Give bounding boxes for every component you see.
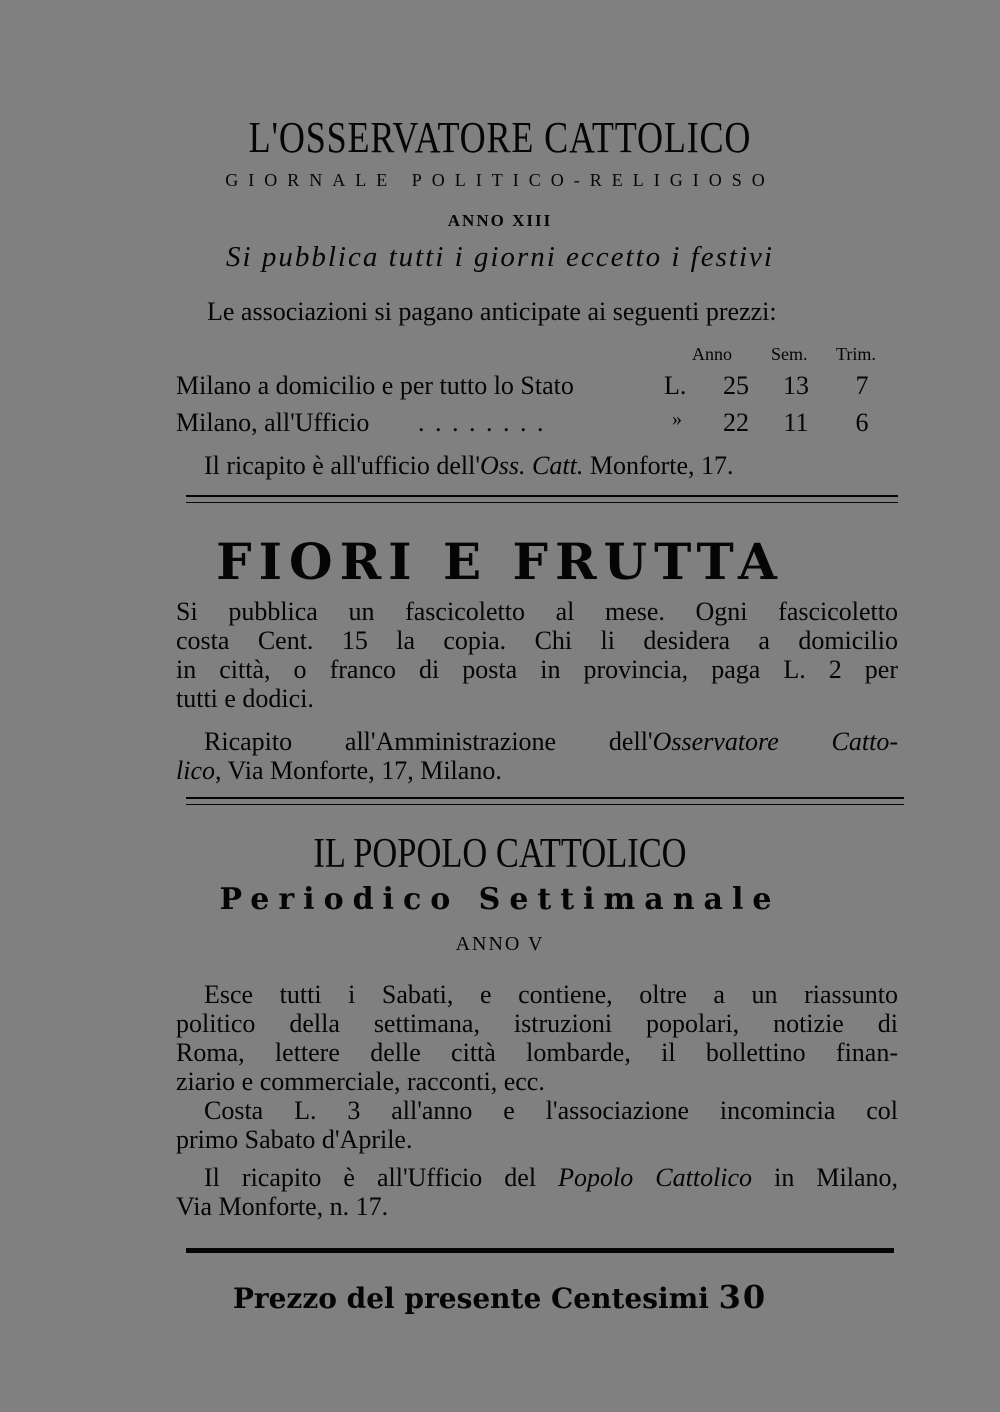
popolo-paragraph-2: Costa L. 3 all'anno e l'associazione incomincia col primo Sabato d'Aprile. (176, 1096, 898, 1154)
column-trim: Trim. (836, 344, 876, 364)
price-row-trim: 7 (855, 371, 869, 400)
price-row-trim: 6 (855, 408, 869, 437)
osservatore-publication: Si pubblica tutti i giorni eccetto i festivi (226, 241, 774, 273)
fiori-title: FIORI E FRUTTA (216, 532, 784, 591)
price-row-anno: 22 (723, 408, 749, 437)
divider-rule (186, 502, 898, 503)
price-row-label: Milano, all'Ufficio (176, 408, 370, 437)
divider-rule (186, 495, 898, 497)
osservatore-ricapito: Il ricapito è all'ufficio dell'Oss. Catt. Monforte, 17. (204, 451, 734, 480)
column-sem: Sem. (771, 344, 808, 364)
price-row-label: Milano a domicilio e per tutto lo Stato (176, 371, 574, 400)
osservatore-anno: ANNO XIII (447, 211, 553, 230)
popolo-title: IL POPOLO CATTOLICO (313, 831, 687, 877)
column-anno: Anno (692, 344, 732, 364)
associazioni-text: Le associazioni si pagano anticipate ai seguenti prezzi: (207, 297, 777, 326)
price-row-sem: 13 (783, 371, 809, 400)
price-line: Prezzo del presente Centesimi 30 (232, 1278, 768, 1316)
divider-rule (186, 804, 904, 805)
price-row-leader: . . . . . . . . (418, 408, 546, 437)
osservatore-title: L'OSSERVATORE CATTOLICO (248, 113, 752, 162)
popolo-subtitle: Periodico Settimanale (219, 882, 781, 917)
fiori-paragraph-2: Ricapito all'Amministrazione dell'Osservatore Catto- lico, Via Monforte, 17, Milano. (176, 727, 899, 785)
fiori-paragraph-1: Si pubblica un fascicoletto al mese. Ogni fascicoletto costa Cent. 15 la copia. Chi li desidera a domicilio in città, o franco di posta in provincia, paga L. 2 per tutti e dodici. (176, 597, 898, 713)
divider-rule (186, 1248, 894, 1253)
popolo-anno: ANNO V (455, 933, 545, 955)
price-row-currency: » (672, 408, 682, 430)
price-row-currency: L. (664, 371, 687, 400)
price-row-sem: 11 (783, 408, 809, 437)
divider-rule (186, 797, 904, 799)
price-row-anno: 25 (723, 371, 749, 400)
osservatore-subtitle: GIORNALE POLITICO-RELIGIOSO (225, 170, 775, 190)
popolo-paragraph-3: Il ricapito è all'Ufficio del Popolo Cattolico in Milano, Via Monforte, n. 17. (176, 1163, 898, 1221)
popolo-paragraph-1: Esce tutti i Sabati, e contiene, oltre a un riassunto politico della settimana, istruzioni popolari, notizie di Roma, lettere delle città lombarde, il bollettino finan- ziario e commerciale, racconti, ecc. (176, 980, 898, 1096)
